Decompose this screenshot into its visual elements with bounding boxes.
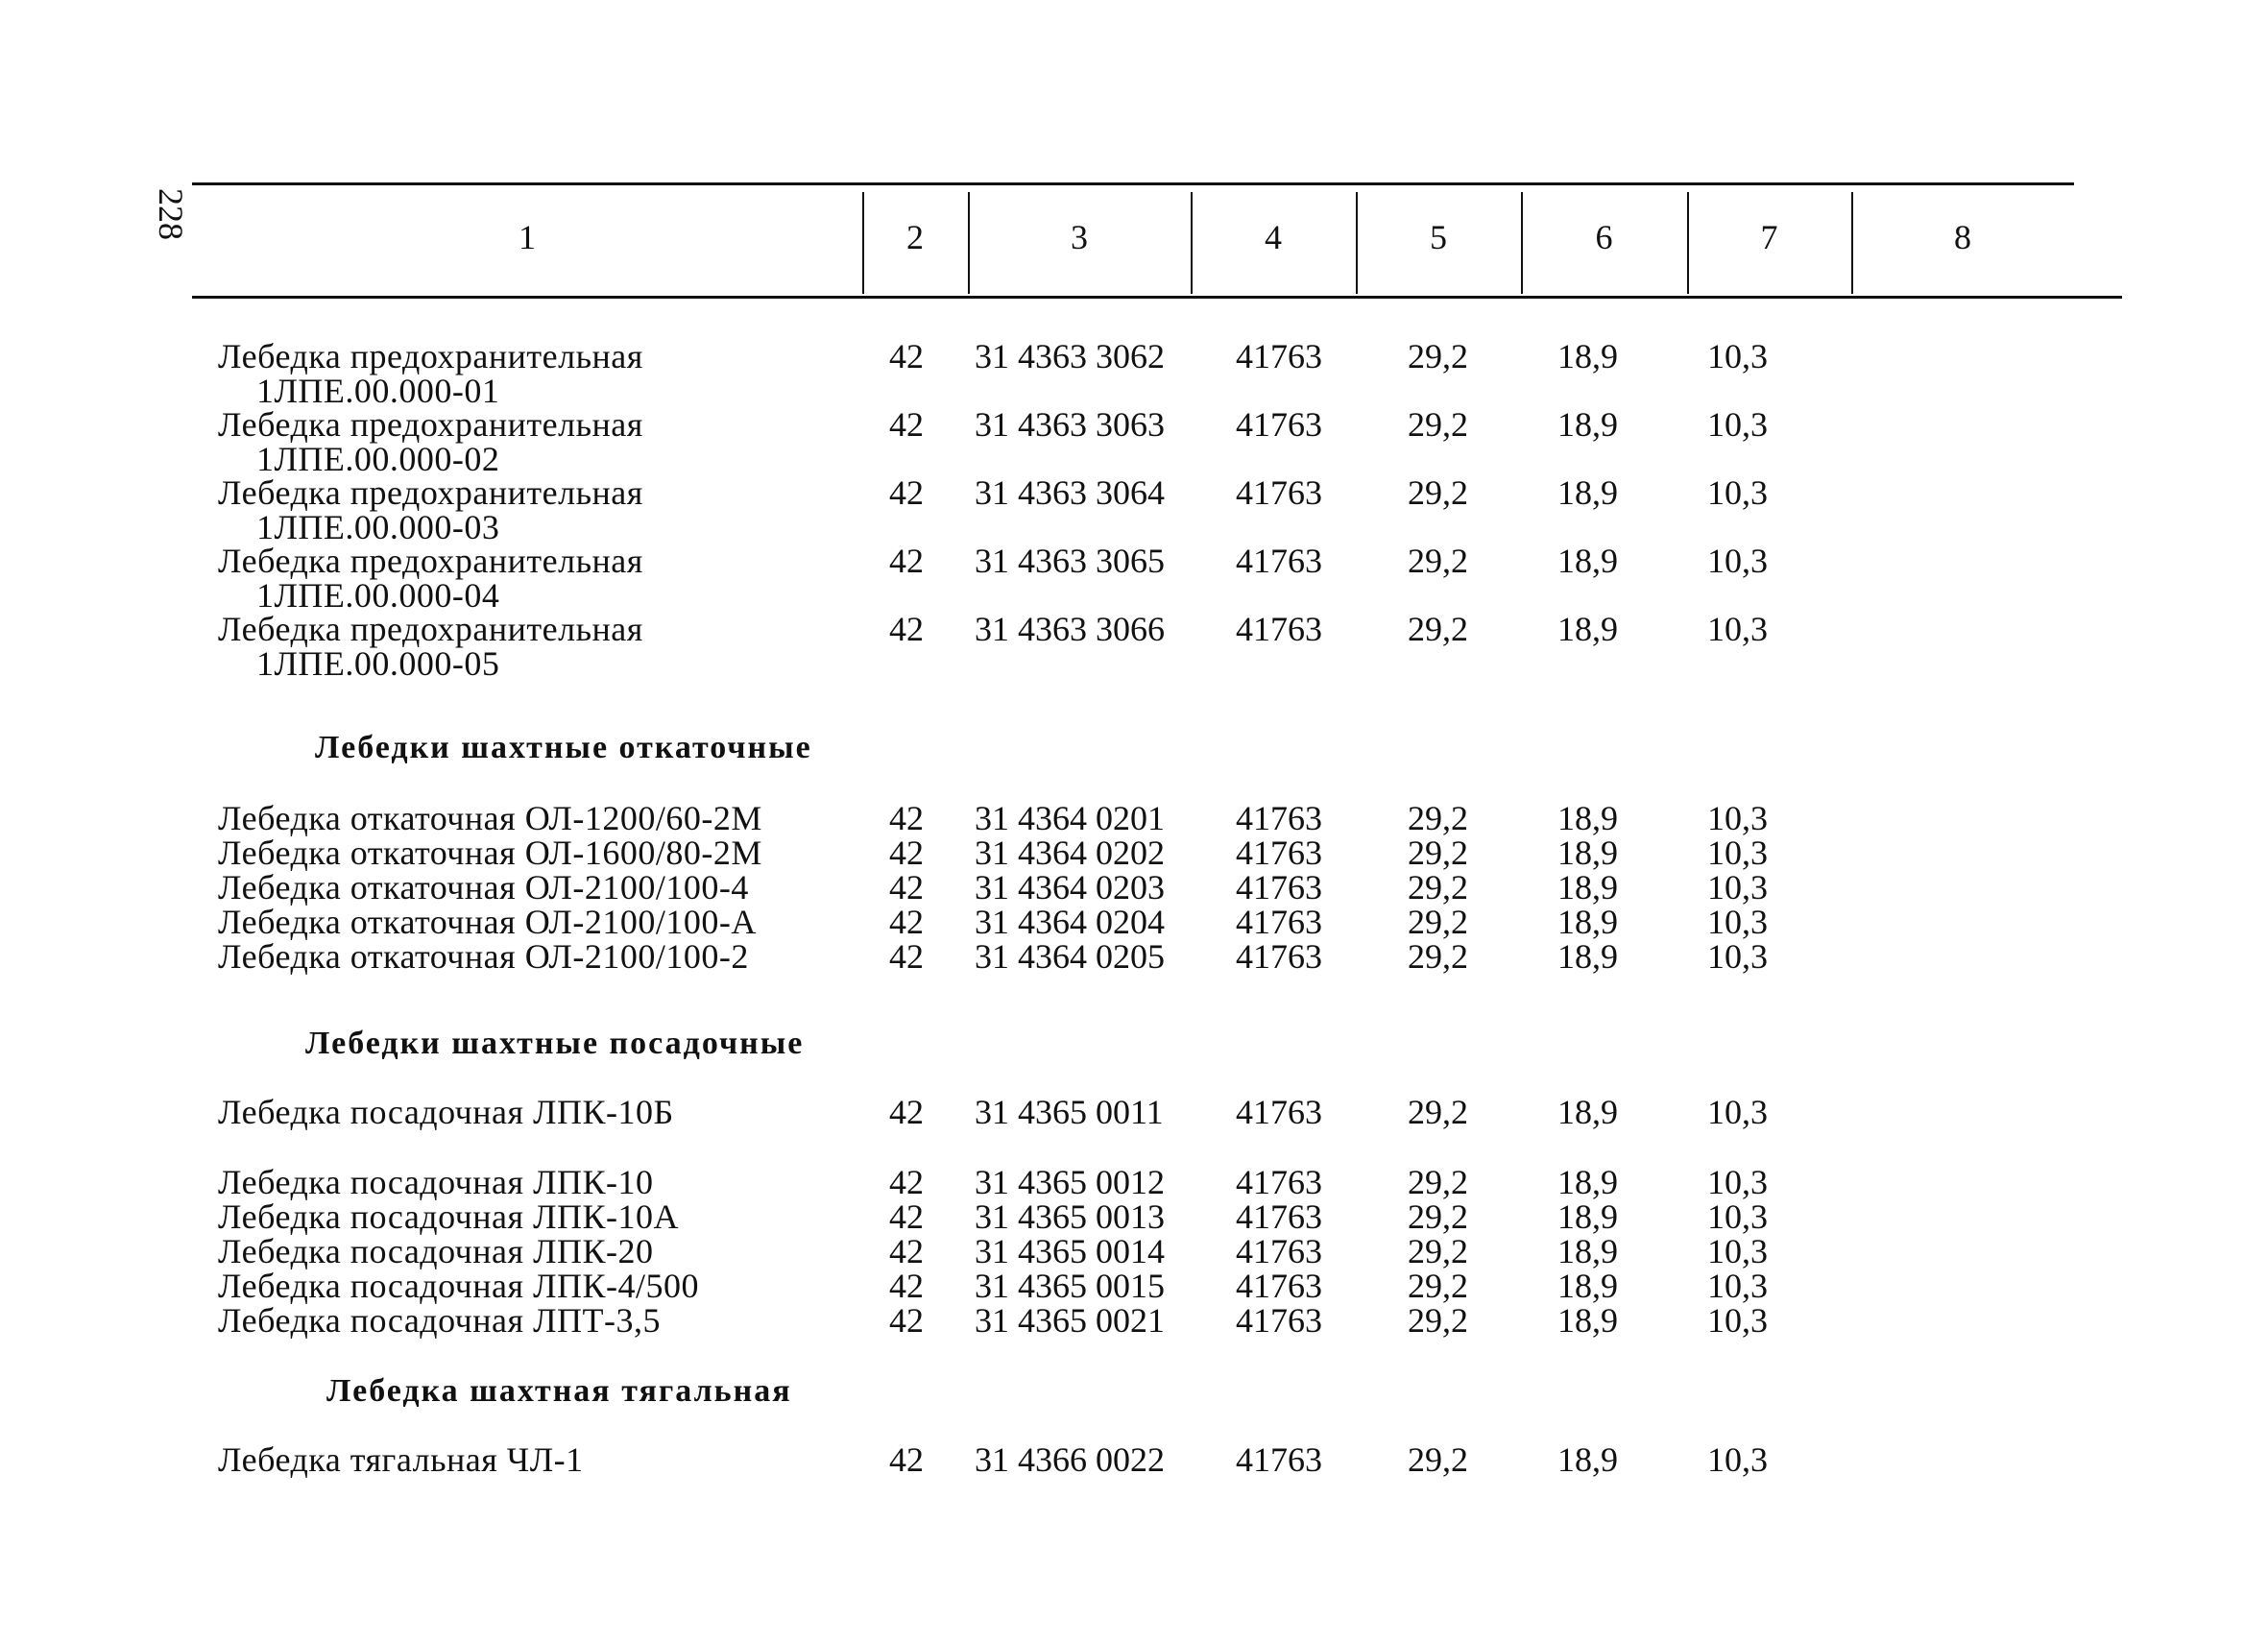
- table-cell: 10,3: [1707, 1093, 1768, 1131]
- table-cell: 10,3: [1707, 1440, 1768, 1479]
- table-cell: 10,3: [1707, 610, 1768, 648]
- table-cell: 10,3: [1707, 473, 1768, 512]
- table-cell: 41763: [1236, 337, 1322, 375]
- table-cell: 41763: [1236, 1093, 1322, 1131]
- table-cell: 41763: [1236, 1232, 1322, 1270]
- table-cell: 31 4365 0012: [975, 1163, 1165, 1201]
- table-cell: 42: [889, 1232, 924, 1270]
- table-cell: 41763: [1236, 405, 1322, 444]
- table-cell: 31 4363 3065: [975, 542, 1165, 580]
- header-col-8: 8: [1954, 218, 1971, 256]
- table-cell: 31 4364 0205: [975, 937, 1165, 976]
- table-cell: 42: [889, 610, 924, 648]
- table-row-name: Лебедка откаточная ОЛ-1600/80-2М: [218, 834, 762, 872]
- table-cell: 42: [889, 1163, 924, 1201]
- table-cell: 10,3: [1707, 1301, 1768, 1340]
- table-cell: 29,2: [1408, 1093, 1468, 1131]
- table-cell: 41763: [1236, 1197, 1322, 1236]
- table-cell: 18,9: [1557, 799, 1618, 837]
- table-cell: 10,3: [1707, 405, 1768, 444]
- table-cell: 31 4364 0203: [975, 868, 1165, 907]
- header-col-2: 2: [906, 218, 924, 256]
- header-col-1: 1: [519, 218, 536, 256]
- table-cell: 42: [889, 937, 924, 976]
- table-row-name: Лебедка посадочная ЛПК-20: [218, 1232, 654, 1270]
- table-row-name: Лебедка посадочная ЛПК-4/500: [218, 1267, 700, 1305]
- table-row-name: Лебедка посадочная ЛПТ-3,5: [218, 1301, 661, 1340]
- table-cell: 10,3: [1707, 542, 1768, 580]
- table-cell: 42: [889, 1267, 924, 1305]
- section-heading: Лебедки шахтные откаточные: [315, 730, 812, 765]
- table-cell: 10,3: [1707, 1232, 1768, 1270]
- table-cell: 42: [889, 799, 924, 837]
- table-cell: 42: [889, 542, 924, 580]
- table-cell: 18,9: [1557, 903, 1618, 941]
- table-cell: 41763: [1236, 1163, 1322, 1201]
- table-row-name: Лебедка откаточная ОЛ-2100/100-2: [218, 937, 749, 976]
- table-cell: 31 4363 3063: [975, 405, 1165, 444]
- section-heading: Лебедка шахтная тягальная: [326, 1373, 792, 1409]
- table-cell: 41763: [1236, 542, 1322, 580]
- table-cell: 18,9: [1557, 337, 1618, 375]
- table-cell: 31 4364 0202: [975, 834, 1165, 872]
- table-cell: 18,9: [1557, 1163, 1618, 1201]
- table-row-name: Лебедка посадочная ЛПК-10: [218, 1163, 654, 1201]
- table-row-name: Лебедка посадочная ЛПК-10А: [218, 1197, 679, 1236]
- table-cell: 10,3: [1707, 868, 1768, 907]
- table-row-name: Лебедка тягальная ЧЛ-1: [218, 1440, 584, 1479]
- table-cell: 29,2: [1408, 1197, 1468, 1236]
- table-cell: 41763: [1236, 1267, 1322, 1305]
- table-cell: 41763: [1236, 868, 1322, 907]
- table-cell: 42: [889, 1197, 924, 1236]
- table-cell: 18,9: [1557, 1197, 1618, 1236]
- table-cell: 41763: [1236, 834, 1322, 872]
- table-cell: 41763: [1236, 610, 1322, 648]
- table-row-name: Лебедка предохранительная 1ЛПЕ.00.000-03: [218, 473, 643, 546]
- table-cell: 42: [889, 473, 924, 512]
- table-cell: 31 4365 0015: [975, 1267, 1165, 1305]
- table-cell: 10,3: [1707, 1267, 1768, 1305]
- table-cell: 29,2: [1408, 542, 1468, 580]
- table-cell: 31 4365 0011: [975, 1093, 1164, 1131]
- table-cell: 29,2: [1408, 799, 1468, 837]
- table-cell: 18,9: [1557, 1440, 1618, 1479]
- table-cell: 42: [889, 1301, 924, 1340]
- table-row-name: Лебедка предохранительная 1ЛПЕ.00.000-02: [218, 405, 643, 478]
- table-cell: 10,3: [1707, 903, 1768, 941]
- table-cell: 29,2: [1408, 868, 1468, 907]
- table-cell: 31 4365 0013: [975, 1197, 1165, 1236]
- table-cell: 31 4364 0201: [975, 799, 1165, 837]
- table-cell: 29,2: [1408, 337, 1468, 375]
- table-cell: 18,9: [1557, 868, 1618, 907]
- table-cell: 42: [889, 834, 924, 872]
- table-cell: 41763: [1236, 1440, 1322, 1479]
- table-row-name: Лебедка предохранительная 1ЛПЕ.00.000-05: [218, 610, 643, 683]
- table-cell: 42: [889, 903, 924, 941]
- table-cell: 41763: [1236, 937, 1322, 976]
- header-col-6: 6: [1595, 218, 1613, 256]
- table-cell: 10,3: [1707, 799, 1768, 837]
- table-cell: 31 4366 0022: [975, 1440, 1165, 1479]
- table-cell: 29,2: [1408, 937, 1468, 976]
- header-bottom-rule: [192, 296, 2122, 299]
- header-col-3: 3: [1071, 218, 1088, 256]
- table-cell: 29,2: [1408, 834, 1468, 872]
- table-cell: 41763: [1236, 799, 1322, 837]
- table-cell: 42: [889, 405, 924, 444]
- section-heading: Лебедки шахтные посадочные: [305, 1026, 805, 1061]
- table-cell: 42: [889, 1093, 924, 1131]
- table-cell: 10,3: [1707, 834, 1768, 872]
- table-cell: 31 4363 3064: [975, 473, 1165, 512]
- table-cell: 29,2: [1408, 405, 1468, 444]
- table-cell: 18,9: [1557, 937, 1618, 976]
- table-row-name: Лебедка откаточная ОЛ-2100/100-4: [218, 868, 749, 907]
- table-cell: 41763: [1236, 473, 1322, 512]
- table-cell: 18,9: [1557, 610, 1618, 648]
- header-col-4: 4: [1265, 218, 1282, 256]
- table-cell: 42: [889, 1440, 924, 1479]
- table-cell: 10,3: [1707, 1163, 1768, 1201]
- table-row-name: Лебедка предохранительная 1ЛПЕ.00.000-04: [218, 542, 643, 615]
- header-col-5: 5: [1430, 218, 1447, 256]
- table-cell: 18,9: [1557, 1093, 1618, 1131]
- table-cell: 31 4365 0021: [975, 1301, 1165, 1340]
- table-cell: 18,9: [1557, 473, 1618, 512]
- table-cell: 31 4363 3062: [975, 337, 1165, 375]
- table-cell: 41763: [1236, 1301, 1322, 1340]
- table-cell: 18,9: [1557, 1267, 1618, 1305]
- table-cell: 31 4365 0014: [975, 1232, 1165, 1270]
- table-cell: 18,9: [1557, 405, 1618, 444]
- table-cell: 31 4364 0204: [975, 903, 1165, 941]
- table-cell: 10,3: [1707, 937, 1768, 976]
- table-cell: 42: [889, 868, 924, 907]
- header-col-7: 7: [1760, 218, 1778, 256]
- table-cell: 18,9: [1557, 834, 1618, 872]
- table-row-name: Лебедка предохранительная 1ЛПЕ.00.000-01: [218, 337, 643, 410]
- table-cell: 29,2: [1408, 610, 1468, 648]
- table-cell: 18,9: [1557, 542, 1618, 580]
- table-row-name: Лебедка откаточная ОЛ-2100/100-А: [218, 903, 757, 941]
- table-cell: 29,2: [1408, 1440, 1468, 1479]
- header-top-rule: [192, 182, 2074, 185]
- table-cell: 29,2: [1408, 473, 1468, 512]
- table-cell: 29,2: [1408, 1301, 1468, 1340]
- table-cell: 29,2: [1408, 1232, 1468, 1270]
- table-row-name: Лебедка посадочная ЛПК-10Б: [218, 1093, 674, 1131]
- table-cell: 18,9: [1557, 1301, 1618, 1340]
- table-row-name: Лебедка откаточная ОЛ-1200/60-2М: [218, 799, 762, 837]
- table-cell: 29,2: [1408, 1267, 1468, 1305]
- table-cell: 29,2: [1408, 903, 1468, 941]
- table-cell: 42: [889, 337, 924, 375]
- table-cell: 31 4363 3066: [975, 610, 1165, 648]
- page-number: 228: [152, 188, 190, 240]
- table-cell: 10,3: [1707, 337, 1768, 375]
- table-cell: 41763: [1236, 903, 1322, 941]
- table-cell: 29,2: [1408, 1163, 1468, 1201]
- table-cell: 18,9: [1557, 1232, 1618, 1270]
- table-cell: 10,3: [1707, 1197, 1768, 1236]
